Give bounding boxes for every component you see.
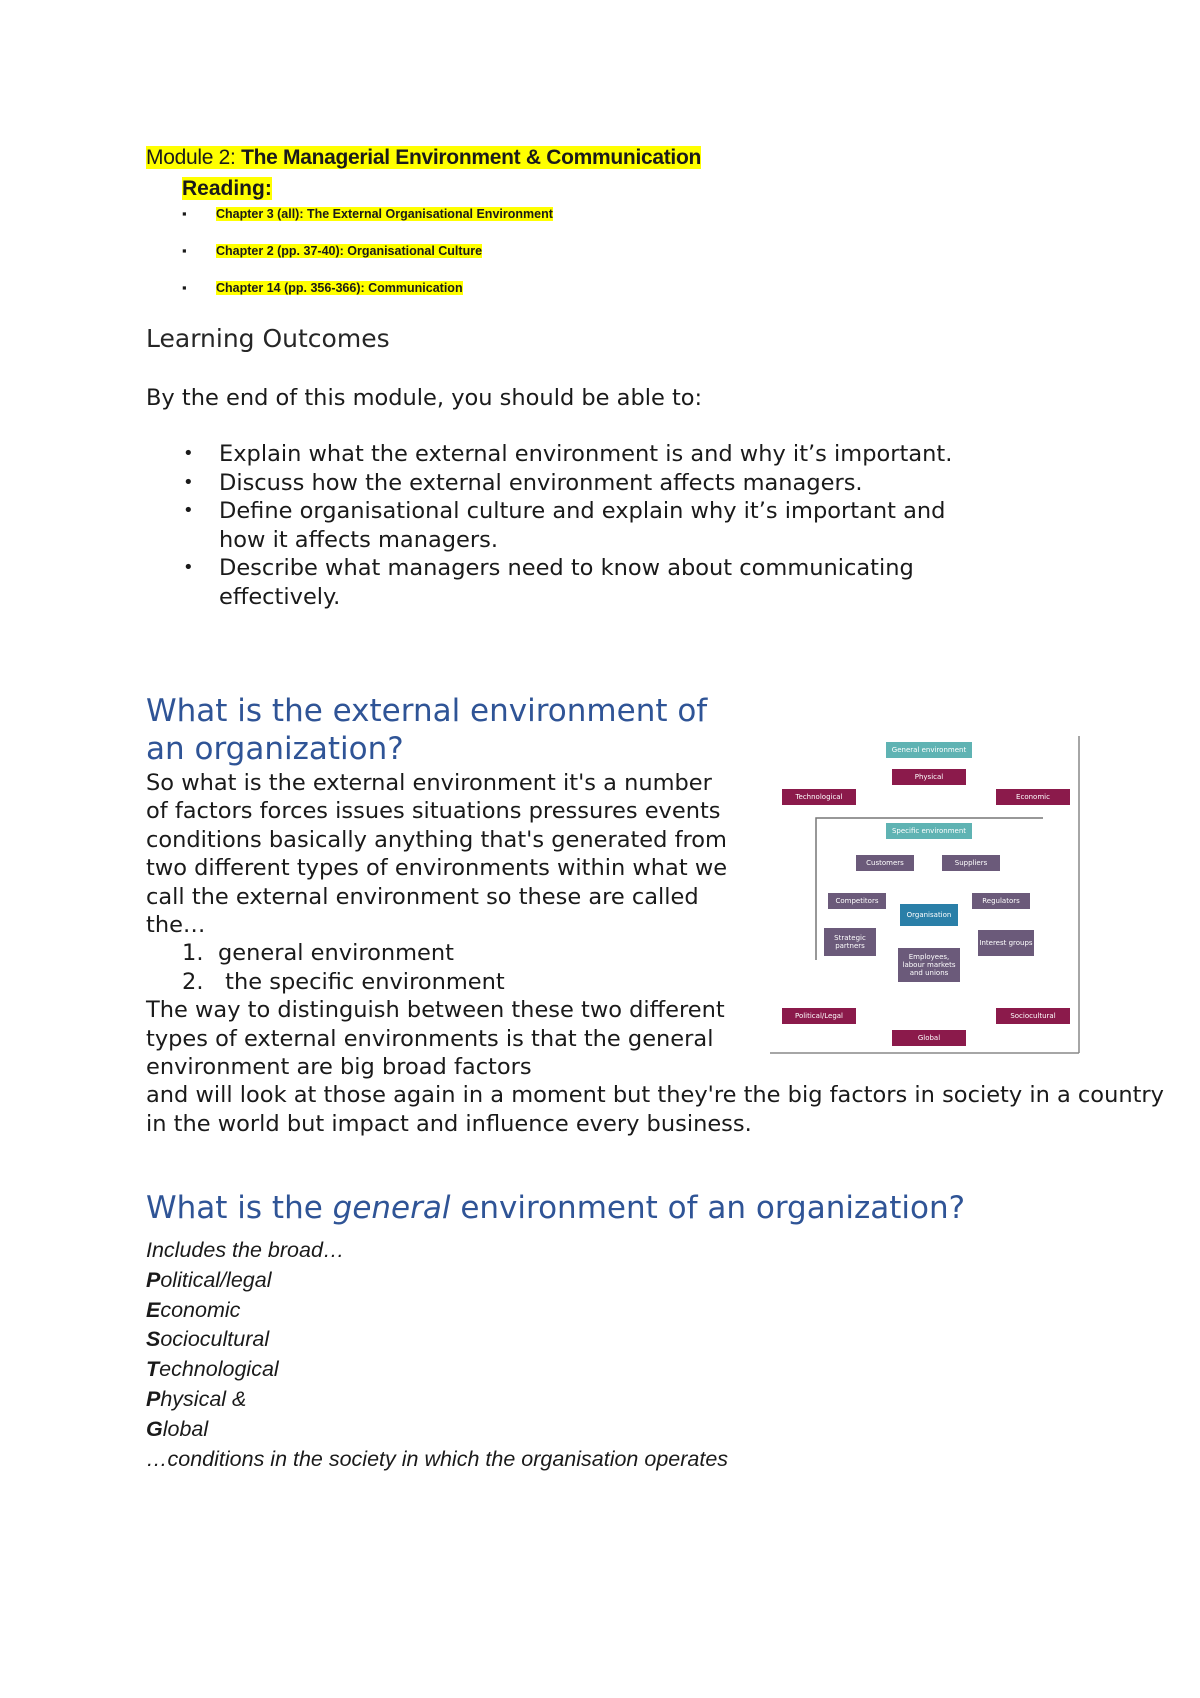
physical-box: Physical [892, 769, 966, 785]
list-item: 1. general environment [182, 940, 454, 967]
general-environment-heading: What is the general environment of an organization? [146, 1190, 966, 1226]
factor-item: Technological [146, 1357, 279, 1382]
outcome-item: • Describe what managers need to know about communicating effectively. [146, 554, 979, 611]
module-prefix: Module 2: [146, 146, 242, 169]
regulators-box: Regulators [972, 893, 1030, 909]
general-intro: Includes the broad… [146, 1238, 345, 1262]
specific-environment-label: Specific environment [886, 823, 972, 839]
political-legal-box: Political/Legal [782, 1008, 856, 1024]
reading-item: ▪ Chapter 3 (all): The External Organisational Environment [182, 204, 553, 241]
global-box: Global [892, 1030, 966, 1046]
factor-item: Economic [146, 1297, 241, 1322]
list-item: 2. the specific environment [182, 968, 505, 995]
strategic-partners-box: Strategic partners [824, 928, 876, 956]
outcome-item: • Explain what the external environment is and why it’s important. [146, 440, 1046, 469]
general-outro: …conditions in the society in which the organisation operates [146, 1446, 729, 1471]
environment-diagram [770, 736, 1080, 1054]
external-paragraph-2a: The way to distinguish between these two different types of external environments is that the general environment are big broad factors [146, 997, 725, 1081]
reading-item: ▪ Chapter 14 (pp. 356-366): Communication [182, 278, 553, 315]
outcome-item: • Discuss how the external environment affects managers. [146, 469, 1046, 498]
factor-item: Political/legal [146, 1267, 272, 1292]
organisation-box: Organisation [900, 904, 958, 926]
learning-outcomes-intro: By the end of this module, you should be able to: [146, 385, 703, 411]
factor-item: Global [146, 1416, 209, 1441]
reading-list [182, 204, 553, 315]
technological-box: Technological [782, 789, 856, 805]
general-factors-list [146, 1236, 728, 1474]
competitors-box: Competitors [828, 893, 886, 909]
learning-outcomes-list [146, 440, 1046, 611]
external-paragraph-1: So what is the external environment it's a number of factors forces issues situations pressures events conditions basically anything that's generated from two different types of environments within what we call the external environment so these are called the… [146, 770, 728, 939]
employees-box: Employees, labour markets and unions [898, 948, 960, 982]
learning-outcomes-heading: Learning Outcomes [146, 324, 390, 353]
outcome-item: • Define organisational culture and explain why it’s important and how it affects managers. [146, 497, 979, 554]
reading-item: ▪ Chapter 2 (pp. 37-40): Organisational Culture [182, 241, 553, 278]
economic-box: Economic [996, 789, 1070, 805]
interest-groups-box: Interest groups [978, 930, 1034, 956]
general-environment-label: General environment [886, 742, 972, 758]
module-title-text: The Managerial Environment & Communication [241, 146, 702, 169]
module-title [146, 146, 701, 170]
factor-item: Sociocultural [146, 1327, 270, 1352]
external-paragraph-2b: and will look at those again in a moment but they're the big factors in society in a country in the world but impact and influence every business. [146, 1082, 1164, 1137]
factor-item: Physical & [146, 1386, 247, 1411]
suppliers-box: Suppliers [942, 855, 1000, 871]
reading-label: Reading: [182, 177, 272, 200]
external-environment-heading: What is the external environment of an organization? [146, 693, 708, 767]
sociocultural-box: Sociocultural [996, 1008, 1070, 1024]
customers-box: Customers [856, 855, 914, 871]
